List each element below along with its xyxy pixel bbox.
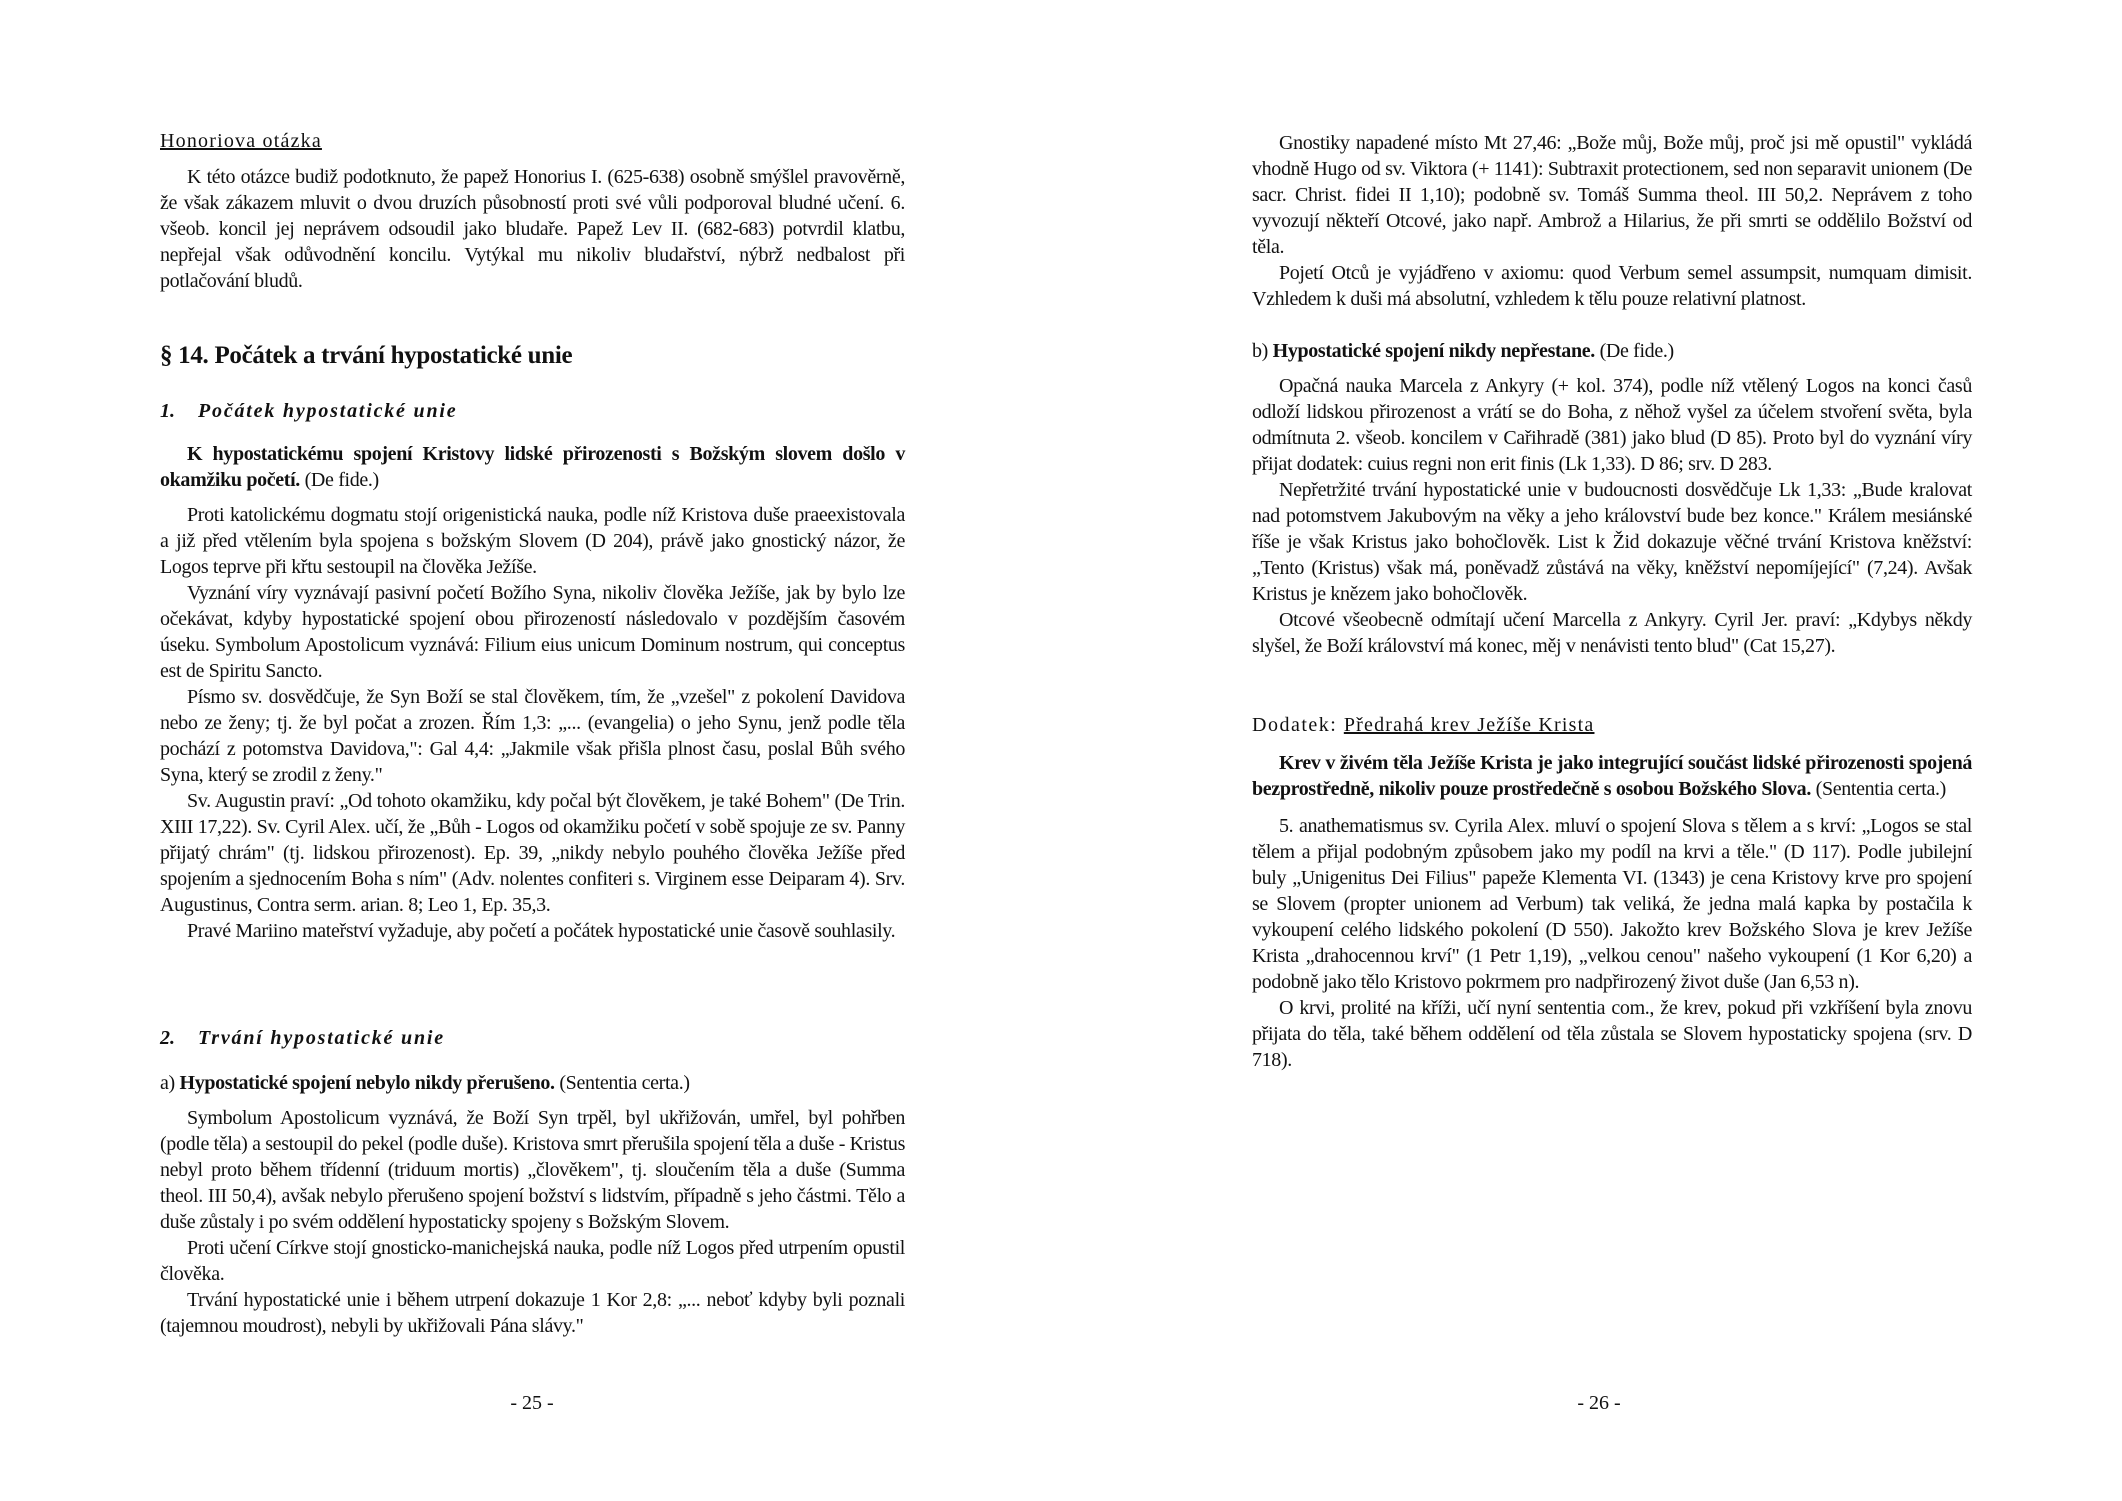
paragraph: Pojetí Otců je vyjádřeno v axiomu: quod Verbum semel assumpsit, numquam dimisit. Vzhledem k duši má absolutní, vzhledem k tělu pouze relativní platnost. [1252, 262, 1972, 310]
paragraph: Opačná nauka Marcela z Ankyry (+ kol. 374), podle níž vtělený Logos na konci časů odloží lidskou přirozenost a vrátí se do Boha, z něhož vyšel za účelem stvoření světa, byla odmítnuta 2. všeob. koncilem v Cařihradě (381) jako blud (D 85). Proto byl do vyznání víry přijat dodatek: cuius regni non erit finis (Lk 1,33). D 86; srv. D 283. [1252, 375, 1972, 475]
thesis-bold: Krev v živém těla Ježíše Krista je jako integrující součást lidské přirozenosti spojená bezprostředně, nikoliv pouze prostředečně s osobou Božského Slova. [1252, 752, 1972, 800]
page-number-right: - 26 - [1577, 1392, 1621, 1414]
thesis-bold: Hypostatické spojení nikdy nepřestane. [1272, 340, 1595, 362]
thesis-bold: Hypostatické spojení nebylo nikdy přerušeno. [179, 1072, 555, 1094]
paragraph: Nepřetržité trvání hypostatické unie v budoucnosti dosvědčuje Lk 1,33: „Bude kralovat nad potomstvem Jakubovým na věky a jeho království bude bez konce." Králem mesiánské říše je však Kristus jako bohočlověk. List k Žid dokazuje věčné trvání Kristova kněžství: „Tento (Kristus) však má, poněvadž zůstává na věky, kněžství nepomíjející" (7,24). Avšak Kristus je knězem jako bohočlověk. [1252, 479, 1972, 605]
paragraph: Gnostiky napadené místo Mt 27,46: „Bože můj, Bože můj, proč jsi mě opustil" vykládá vhodně Hugo od sv. Viktora (+ 1141): Subtraxit protectionem, sed non separavit unionem (De sacr. Christ. fidei II 1,10); podobně sv. Tomáš Summa theol. III 50,2. Neprávem z toho vyvozují někteří Otcové, jako např. Ambrož a Hilarius, že při smrti se oddělilo Božství od těla. [1252, 132, 1972, 258]
appendix-prefix: Dodatek: [1252, 714, 1344, 736]
honorius-heading: Honoriova otázka [160, 130, 322, 152]
appendix-heading [1252, 712, 1972, 738]
paragraph: Pravé Mariino mateřství vyžaduje, aby početí a počátek hypostatické unie časově souhlasily. [187, 920, 896, 942]
thesis-bold: K hypostatickému spojení Kristovy lidské přirozenosti s Božským slovem došlo v okamžiku početí. [160, 443, 905, 491]
thesis-note: (De fide.) [1594, 340, 1674, 362]
subsection-1-heading [160, 398, 905, 424]
thesis-label: a) [160, 1072, 175, 1094]
subsection-1 [160, 398, 905, 944]
paragraph: Otcové všeobecně odmítají učení Marcella z Ankyry. Cyril Jer. praví: „Kdybys někdy slyšel, že Boží království má konec, měj v nenávisti tento blud" (Cat 15,27). [1252, 609, 1972, 657]
paragraph: O krvi, prolité na kříži, učí nyní sententia com., že krev, pokud při vzkříšení byla znovu přijata do těla, také během oddělení od těla zůstala se Slovem hypostaticky spojena (srv. D 718). [1252, 997, 1972, 1071]
subsection-2 [160, 1025, 905, 1339]
appendix-title: Předrahá krev Ježíše Krista [1343, 714, 1595, 736]
page-number-left: - 25 - [510, 1392, 554, 1414]
paragraph: Písmo sv. dosvědčuje, že Syn Boží se stal člověkem, tím, že „vzešel" z pokolení Davidova nebo ze ženy; tj. že byl počat a zrozen. Řím 1,3: „... (evangelia) o jeho Synu, jenž podle těla pochází z potomstva Davidova,": Gal 4,4: „Jakmile však přišla plnost času, poslal Bůh svého Syna, který se zrodil z ženy." [160, 686, 905, 786]
right-page [1252, 0, 1972, 1501]
honorius-section [160, 128, 905, 294]
paragraph: Proti katolickému dogmatu stojí origenistická nauka, podle níž Kristova duše praeexistovala a již před vtělením byla spojena s božským Slovem (D 204), právě jako gnostický názor, že Logos teprve při křtu sestoupil na člověka Ježíše. [160, 504, 905, 578]
subsection-title: Počátek hypostatické unie [198, 400, 458, 422]
thesis-a [160, 1070, 905, 1096]
section-title: § 14. Počátek a trvání hypostatické unie [160, 342, 573, 369]
appendix [1252, 712, 1972, 1073]
paragraph: Trvání hypostatické unie i během utrpení dokazuje 1 Kor 2,8: „... neboť kdyby byli poznali (tajemnou moudrost), nebyli by ukřižovali Pána slávy." [160, 1289, 905, 1337]
honorius-paragraph: K této otázce budiž podotknuto, že papež Honorius I. (625-638) osobně smýšlel pravověrně, že však zákazem mluvit o dvou druzích působností proti své vůli podporoval bludné učení. 6. všeob. koncil jej neprávem odsoudil jako bludaře. Papež Lev II. (682-683) potvrdil klatbu, nepřejal však odůvodnění koncilu. Vytýkal mu nikoliv bludařství, nýbrž nedbalost při potlačování bludů. [160, 166, 905, 292]
paragraph: 5. anathematismus sv. Cyrila Alex. mluví o spojení Slova s tělem a s krví: „Logos se stal tělem a přijal podobným způsobem jako my podíl na krvi a těle." (D 117). Podle jubilejní buly „Unigenitus Dei Filius" papeže Klementa VI. (1343) je cena Kristovy krve pro spojení se Slovem (propter unionem ad Verbum) tak veliká, že jedna malá kapka by postačila k vykoupení celého lidského pokolení (D 550). Jakožto krev Božského Slova je krev Ježíše Krista „drahocennou krví" (1 Petr 1,19), „velkou cenou" našeho vykoupení (1 Kor 6,20) a podobně jako tělo Kristovo pokrmem pro nadpřirozený život duše (Jan 6,53 n). [1252, 815, 1972, 993]
subsection-number: 1. [160, 400, 175, 422]
thesis [1252, 750, 1972, 802]
paragraph: Symbolum Apostolicum vyznává, že Boží Syn trpěl, byl ukřižován, umřel, byl pohřben (podle těla) a sestoupil do pekel (podle duše). Kristova smrt přerušila spojení těla a duše - Kristus nebyl proto během třídenní (triduum mortis) „člověkem", tj. sloučením těla a duše (Summa theol. III 50,4), avšak nebylo přerušeno spojení božství s lidstvím, případně s jeho částmi. Tělo a duše zůstaly i po svém oddělení hypostaticky spojeny s Božským Slovem. [160, 1107, 906, 1233]
paragraph: Sv. Augustin praví: „Od tohoto okamžiku, kdy počal být člověkem, je také Bohem" (De Trin. XIII 17,22). Sv. Cyril Alex. učí, že „Bůh - Logos od okamžiku početí v sobě spojuje ze sv. Panny přijatý chrám" (tj. lidskou přirozenost). Ep. 39, „nikdy nebylo pouhého člověka Ježíše před spojením a sjednocením Boha s ním" (Adv. nolentes confiteri s. Virginem esse Deiparam 4). Srv. Augustinus, Contra serm. arian. 8; Leo 1, Ep. 35,3. [160, 790, 905, 916]
thesis-label: b) [1252, 340, 1268, 362]
thesis-note: (Sententia certa.) [1810, 778, 1946, 800]
paragraph: Proti učení Církve stojí gnosticko-manichejská nauka, podle níž Logos před utrpením opustil člověka. [160, 1237, 905, 1285]
subsection-title: Trvání hypostatické unie [198, 1027, 445, 1049]
subsection-number: 2. [160, 1027, 175, 1049]
thesis-note: (De fide.) [299, 469, 379, 491]
thesis-b [1252, 338, 1972, 364]
paragraph: Vyznání víry vyznávají pasivní početí Božího Syna, nikoliv člověka Ježíše, jak by bylo lze očekávat, kdyby hypostatické spojení obou přirozeností následovalo v pozdějším časovém úseku. Symbolum Apostolicum vyznává: Filium eius unicum Dominum nostrum, qui conceptus est de Spiritu Sancto. [160, 582, 905, 682]
subsection-2-heading [160, 1025, 905, 1051]
section-b [1252, 338, 1972, 659]
thesis [160, 441, 905, 493]
left-page [160, 0, 905, 1501]
thesis-note: (Sententia certa.) [554, 1072, 690, 1094]
intro [1252, 130, 1972, 312]
